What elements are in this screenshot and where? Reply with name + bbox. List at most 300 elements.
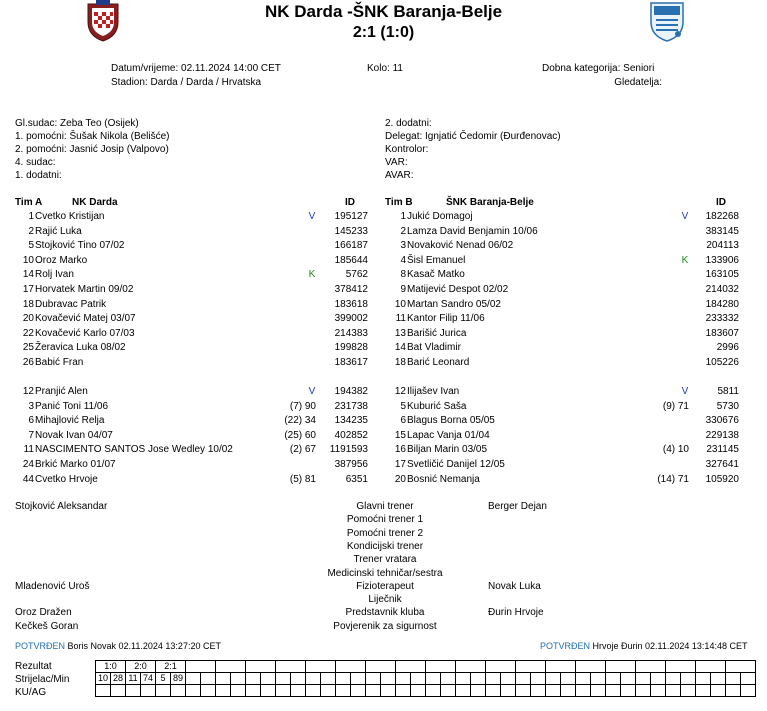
kuag-cell [546, 685, 561, 697]
scorer-cell [246, 673, 261, 685]
scorer-cell: 74 [141, 673, 156, 685]
result-cell [516, 661, 546, 673]
player-name: Biljan Marin 03/05 [407, 444, 488, 456]
player-no: 20 [394, 473, 406, 485]
staff-role: Medicinski tehničar/sestra [327, 567, 443, 579]
scorer-cell [336, 673, 351, 685]
scorer-cell: 89 [171, 673, 186, 685]
player-no: 20 [22, 313, 34, 325]
scorer-cell [201, 673, 216, 685]
kuag-cell [321, 685, 336, 697]
staff-role: Trener vratara [353, 554, 417, 566]
player-no: 2 [28, 225, 34, 237]
player-name: Panić Toni 11/06 [35, 400, 109, 412]
player-row [0, 357, 767, 369]
staff-name-team-a: Oroz Dražen [15, 607, 72, 619]
scorer-cell [351, 673, 366, 685]
player-id: 378412 [334, 284, 368, 295]
player-name: Matijević Despot 02/02 [407, 284, 509, 295]
player-name: Cvetko Hrvoje [35, 473, 98, 485]
result-cell [576, 661, 606, 673]
staff-role: Pomoćni trener 2 [346, 527, 424, 539]
player-name: Ilijašev Ivan [407, 386, 460, 397]
player-id: 145233 [334, 225, 368, 237]
player-no: 11 [395, 313, 406, 325]
scorer-cell [576, 673, 591, 685]
player-no: 12 [394, 386, 406, 397]
player-no: 8 [400, 269, 406, 281]
official-assistant-2: 2. pomoćni: Jasnić Josip (Valpovo) [15, 144, 169, 155]
player-mark: V [308, 211, 316, 222]
kuag-cell [141, 685, 156, 697]
player-name: Jukić Domagoj [407, 211, 473, 222]
player-no: 15 [394, 429, 406, 441]
scorer-cell [546, 673, 561, 685]
confirm-left [15, 641, 221, 651]
match-round: Kolo: 11 [367, 63, 403, 74]
match-spectators: Gledatelja: [614, 77, 662, 88]
player-name: Kuburić Saša [407, 400, 467, 412]
player-id: 184280 [705, 298, 739, 310]
team-a-name: NK Darda [72, 197, 118, 208]
player-row [0, 474, 767, 486]
result-cell [396, 661, 426, 673]
kuag-cell [351, 685, 366, 697]
player-id: 166187 [334, 240, 368, 252]
player-name: Kovačević Karlo 07/03 [35, 327, 135, 339]
result-cell [666, 661, 696, 673]
player-name: Dubravac Patrik [35, 298, 107, 310]
result-grid [95, 660, 756, 697]
scorer-cell [231, 673, 246, 685]
scorer-cell [426, 673, 441, 685]
scorer-cell [531, 673, 546, 685]
staff-name-team-b: Berger Dejan [488, 501, 547, 512]
player-name: Kovačević Matej 03/07 [35, 313, 136, 325]
scorer-cell [651, 673, 666, 685]
result-cell: 2:0 [126, 661, 156, 673]
scorer-cell: 11 [126, 673, 141, 685]
staff-role: Liječnik [368, 594, 402, 606]
kuag-cell [381, 685, 396, 697]
player-id: 231738 [334, 400, 368, 412]
team-b-label: Tim B [385, 197, 413, 208]
player-name: Stojković Tino 07/02 [35, 240, 125, 252]
player-no: 44 [22, 473, 34, 485]
result-cell [336, 661, 366, 673]
staff-role: Kondicijski trener [346, 540, 424, 552]
player-name: Horvatek Martin 09/02 [35, 284, 134, 295]
player-no: 14 [394, 342, 406, 354]
player-id: 199828 [334, 342, 368, 354]
confirm-right-status: POTVRĐEN [540, 641, 591, 651]
player-name: Kantor Filip 11/06 [407, 313, 485, 325]
scorer-cell [681, 673, 696, 685]
player-no: 5 [28, 240, 34, 252]
official-additional-2: 2. dodatni: [385, 118, 432, 129]
player-no: 22 [22, 327, 34, 339]
player-id: 1191593 [329, 444, 368, 456]
player-score: (5) 81 [289, 473, 316, 485]
kuag-cell [291, 685, 306, 697]
kuag-cell [531, 685, 546, 697]
player-mark: K [681, 254, 689, 266]
player-id: 327641 [705, 459, 739, 470]
kuag-cell [126, 685, 141, 697]
scorer-cell [321, 673, 336, 685]
official-assistant-1: 1. pomoćni: Šušak Nikola (Belišće) [15, 131, 170, 142]
player-no: 3 [400, 240, 406, 252]
scorer-cell [471, 673, 486, 685]
scorer-cell [486, 673, 501, 685]
kuag-cell [726, 685, 741, 697]
kuag-cell [471, 685, 486, 697]
player-row [0, 459, 767, 471]
player-no: 13 [394, 327, 406, 339]
staff-role: Predstavnik kluba [345, 607, 425, 619]
player-no: 4 [400, 254, 406, 266]
scorer-cell [366, 673, 381, 685]
official-delegate: Delegat: Ignjatić Čedomir (Đurđenovac) [385, 131, 561, 142]
player-id: 5811 [717, 386, 739, 397]
scorer-cell [606, 673, 621, 685]
player-no: 25 [22, 342, 34, 354]
scorer-cell [441, 673, 456, 685]
kuag-cell [201, 685, 216, 697]
player-row [0, 415, 767, 427]
scorer-cell [726, 673, 741, 685]
player-score: (2) 67 [289, 444, 316, 456]
player-name: Babić Fran [35, 357, 84, 368]
staff-role: Povjerenik za sigurnost [333, 620, 437, 632]
kuag-cell [156, 685, 171, 697]
player-mark: K [308, 269, 316, 281]
player-no: 10 [22, 254, 34, 266]
confirm-right [540, 641, 747, 651]
kuag-cell [561, 685, 576, 697]
kuag-cell [441, 685, 456, 697]
kuag-cell [216, 685, 231, 697]
match-score: 2:1 (1:0) [352, 24, 415, 41]
kuag-cell [516, 685, 531, 697]
scorer-cell [276, 673, 291, 685]
player-score: (7) 90 [289, 400, 316, 412]
player-score: (9) 71 [662, 400, 689, 412]
scorer-cell: 28 [111, 673, 126, 685]
result-cell [636, 661, 666, 673]
player-no: 26 [22, 357, 34, 368]
team-a-label: Tim A [15, 197, 43, 208]
kuag-cell [111, 685, 126, 697]
player-name: Šisl Emanuel [407, 254, 466, 266]
player-id: 194382 [334, 386, 368, 397]
official-controller: Kontrolor: [385, 144, 429, 155]
kuag-cell [501, 685, 516, 697]
scorer-cell [711, 673, 726, 685]
scorer-cell [621, 673, 636, 685]
player-row [0, 444, 767, 456]
player-id: 5762 [345, 269, 368, 281]
confirm-left-text: Boris Novak 02.11.2024 13:27:20 CET [67, 641, 221, 651]
player-no: 6 [28, 415, 34, 427]
player-id: 163105 [705, 269, 739, 281]
player-no: 14 [22, 269, 34, 281]
match-category: Dobna kategorija: Seniori [542, 63, 655, 74]
player-id: 233332 [705, 313, 739, 325]
scorer-cell [561, 673, 576, 685]
scorer-label: Strijelac/Min [15, 674, 70, 685]
player-id: 183618 [334, 298, 368, 310]
player-name: Kasač Matko [407, 269, 465, 281]
player-no: 9 [400, 284, 406, 295]
player-name: Novaković Nenad 06/02 [407, 240, 514, 252]
player-name: Cvetko Kristijan [35, 211, 105, 222]
scorer-cell [411, 673, 426, 685]
player-row [0, 299, 767, 311]
player-id: 5730 [716, 400, 739, 412]
kuag-cell [486, 685, 501, 697]
player-id: 105226 [705, 357, 739, 368]
player-id: 6351 [345, 473, 368, 485]
team-b-id-header: ID [716, 197, 726, 208]
player-id: 2996 [716, 342, 739, 354]
player-no: 3 [28, 400, 34, 412]
player-id: 229138 [705, 429, 739, 441]
player-row [0, 328, 767, 340]
player-name: Blagus Borna 05/05 [407, 415, 495, 427]
player-row [0, 401, 767, 413]
kuag-cell [741, 685, 756, 697]
player-row [0, 226, 767, 238]
player-name: Rajić Luka [35, 225, 82, 237]
player-name: Bat Vladimir [407, 342, 461, 354]
result-cell [276, 661, 306, 673]
kuag-cell [456, 685, 471, 697]
kuag-cell [306, 685, 321, 697]
player-no: 2 [400, 225, 406, 237]
team-b-name: ŠNK Baranja-Belje [446, 197, 534, 208]
kuag-cell [261, 685, 276, 697]
scorer-cell: 5 [156, 673, 171, 685]
player-no: 1 [400, 211, 406, 222]
staff-name-team-a: Mladenović Uroš [15, 580, 90, 592]
staff-role: Pomoćni trener 1 [346, 514, 424, 526]
result-cell [426, 661, 456, 673]
result-cell [456, 661, 486, 673]
player-row [0, 255, 767, 267]
player-name: NASCIMENTO SANTOS Jose Wedley 10/02 [35, 444, 233, 456]
confirm-right-text: Hrvoje Đurin 02.11.2024 13:14:48 CET [592, 641, 748, 651]
staff-role: Fizioterapeut [356, 580, 414, 592]
result-cell [696, 661, 726, 673]
kuag-cell [696, 685, 711, 697]
player-no: 12 [22, 386, 34, 397]
player-row [0, 284, 767, 296]
player-id: 387956 [334, 459, 368, 470]
player-score: (25) 60 [284, 429, 316, 441]
player-id: 399002 [334, 313, 368, 325]
result-label: Rezultat [15, 661, 52, 672]
player-score: (22) 34 [284, 415, 316, 427]
kuag-cell [231, 685, 246, 697]
match-stadium: Stadion: Darda / Darda / Hrvatska [111, 77, 262, 88]
kuag-cell [651, 685, 666, 697]
scorer-cell [696, 673, 711, 685]
player-id: 195127 [334, 211, 368, 222]
player-id: 214383 [334, 327, 368, 339]
official-additional-1: 1. dodatni: [15, 170, 62, 181]
kuag-cell [171, 685, 186, 697]
player-name: Bosnić Nemanja [407, 473, 480, 485]
kuag-cell [246, 685, 261, 697]
player-id: 330676 [705, 415, 739, 427]
player-id: 134235 [334, 415, 368, 427]
player-no: 17 [394, 459, 406, 470]
kuag-cell [366, 685, 381, 697]
player-no: 16 [394, 444, 406, 456]
player-id: 133906 [705, 254, 739, 266]
player-score: (14) 71 [657, 473, 689, 485]
match-title: NK Darda -ŠNK Baranja-Belje [264, 2, 503, 21]
kuag-cell [396, 685, 411, 697]
player-name: Martan Sandro 05/02 [407, 298, 501, 310]
player-id: 231145 [706, 444, 739, 456]
confirm-left-status: POTVRĐEN [15, 641, 66, 651]
staff-name-team-b: Novak Luka [488, 580, 541, 592]
player-name: Mihajlović Relja [35, 415, 105, 427]
player-name: Svetličić Danijel 12/05 [407, 459, 505, 470]
player-name: Lamza David Benjamin 10/06 [407, 225, 538, 237]
official-avar: AVAR: [385, 170, 414, 181]
result-cell [216, 661, 246, 673]
player-no: 7 [28, 429, 34, 441]
kuag-cell [336, 685, 351, 697]
staff-name-team-b: Đurin Hrvoje [488, 607, 544, 619]
official-referee: Gl.sudac: Zeba Teo (Osijek) [15, 118, 139, 129]
kuag-cell [426, 685, 441, 697]
scorer-cell [456, 673, 471, 685]
scorer-cell [741, 673, 756, 685]
player-row [0, 430, 767, 442]
player-row [0, 386, 767, 398]
player-id: 183617 [334, 357, 368, 368]
scorer-cell [291, 673, 306, 685]
kuag-label: KU/AG [15, 687, 47, 698]
scorer-cell [381, 673, 396, 685]
result-cell: 2:1 [156, 661, 186, 673]
player-row [0, 342, 767, 354]
staff-name-team-a: Stojković Aleksandar [15, 501, 108, 512]
scorer-cell [261, 673, 276, 685]
scorer-cell [396, 673, 411, 685]
scorer-cell [591, 673, 606, 685]
kuag-cell [636, 685, 651, 697]
scorer-cell [666, 673, 681, 685]
player-name: Barić Leonard [407, 357, 470, 368]
scorer-cell [636, 673, 651, 685]
player-row [0, 269, 767, 281]
player-id: 105920 [705, 473, 739, 485]
kuag-cell [96, 685, 111, 697]
player-no: 11 [23, 444, 34, 456]
player-no: 5 [400, 400, 406, 412]
match-datetime: Datum/vrijeme: 02.11.2024 14:00 CET [111, 63, 281, 74]
kuag-cell [681, 685, 696, 697]
player-id: 383145 [705, 225, 739, 237]
player-no: 10 [394, 298, 406, 310]
team-a-id-header: ID [345, 197, 355, 208]
scorer-cell [501, 673, 516, 685]
player-no: 6 [400, 415, 406, 427]
player-name: Lapac Vanja 01/04 [407, 429, 490, 441]
player-name: Pranjić Alen [35, 386, 88, 397]
kuag-cell [621, 685, 636, 697]
player-id: 182268 [705, 211, 739, 222]
result-cell [306, 661, 336, 673]
player-no: 17 [22, 284, 34, 295]
kuag-cell [576, 685, 591, 697]
scorer-cell [516, 673, 531, 685]
result-cell [726, 661, 756, 673]
result-cell [606, 661, 636, 673]
kuag-cell [411, 685, 426, 697]
player-score: (4) 10 [662, 444, 689, 456]
kuag-cell [606, 685, 621, 697]
player-name: Barišić Jurica [407, 327, 467, 339]
result-cell [486, 661, 516, 673]
player-name: Oroz Marko [35, 254, 88, 266]
player-mark: V [681, 211, 689, 222]
kuag-cell [591, 685, 606, 697]
staff-role: Glavni trener [356, 501, 414, 512]
player-mark: V [308, 386, 316, 397]
player-no: 1 [28, 211, 34, 222]
kuag-cell [276, 685, 291, 697]
result-cell [246, 661, 276, 673]
kuag-cell [666, 685, 681, 697]
official-var: VAR: [385, 157, 408, 168]
kuag-cell [186, 685, 201, 697]
result-cell: 1:0 [96, 661, 126, 673]
player-id: 185644 [334, 254, 368, 266]
player-name: Brkić Marko 01/07 [35, 459, 116, 470]
scorer-cell: 10 [96, 673, 111, 685]
scorer-cell [186, 673, 201, 685]
official-fourth: 4. sudac: [15, 157, 56, 168]
player-id: 183607 [705, 327, 739, 339]
player-no: 24 [22, 459, 34, 470]
player-name: Rolj Ivan [35, 269, 74, 281]
player-name: Žeravica Luka 08/02 [35, 342, 126, 354]
player-no: 18 [22, 298, 34, 310]
player-id: 214032 [705, 284, 739, 295]
result-cell [366, 661, 396, 673]
player-no: 18 [394, 357, 406, 368]
player-row [0, 240, 767, 252]
result-cell [546, 661, 576, 673]
player-id: 204113 [706, 240, 739, 252]
player-name: Novak Ivan 04/07 [35, 429, 113, 441]
player-mark: V [681, 386, 689, 397]
kuag-cell [711, 685, 726, 697]
scorer-cell [306, 673, 321, 685]
staff-name-team-a: Kečkeš Goran [15, 620, 79, 632]
result-cell [186, 661, 216, 673]
player-row [0, 313, 767, 325]
player-row [0, 211, 767, 223]
player-id: 402852 [334, 429, 368, 441]
scorer-cell [216, 673, 231, 685]
